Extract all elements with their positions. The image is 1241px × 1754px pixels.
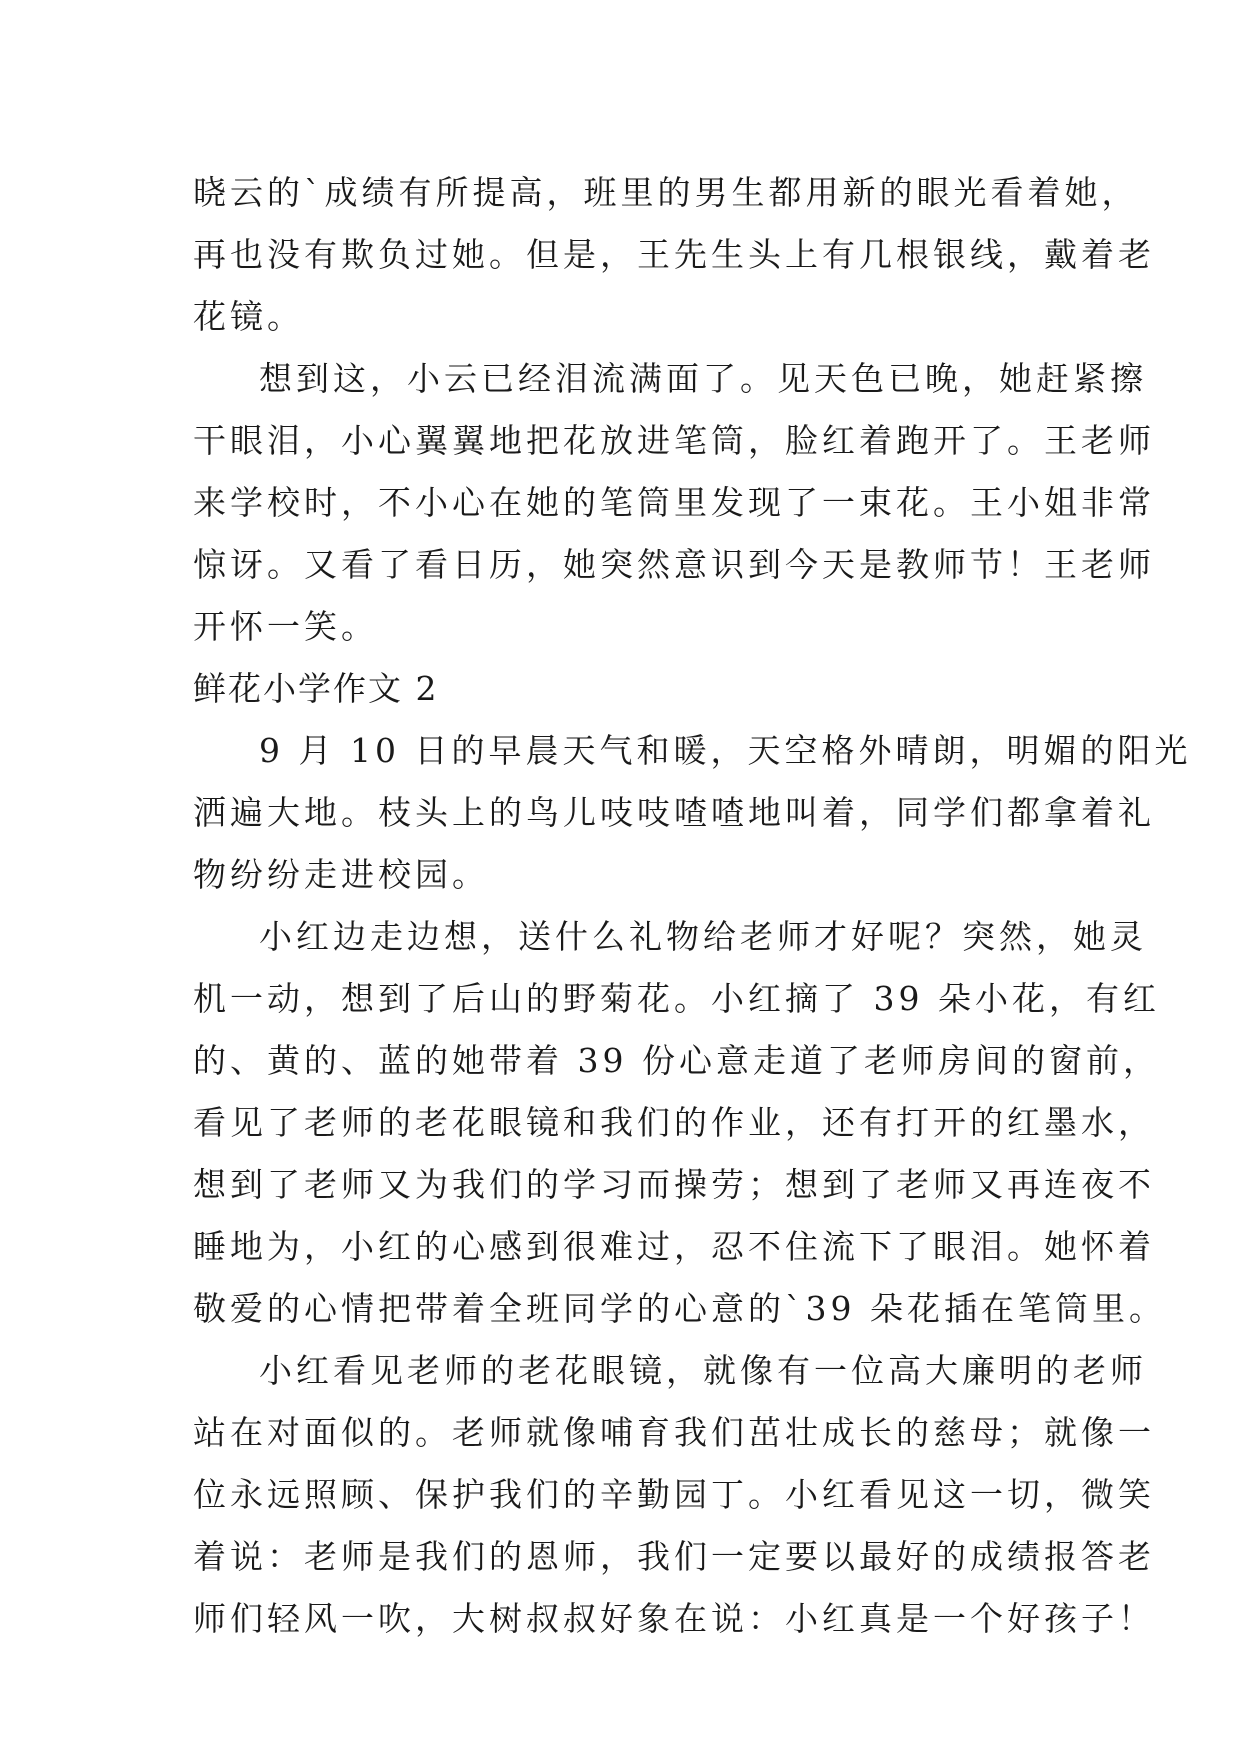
paragraph-4-line-3: 的、黄的、蓝的她带着 39 份心意走道了老师房间的窗前，: [193, 1041, 1160, 1080]
paragraph-1-line-3: 花镜。: [193, 297, 304, 336]
paragraph-5-line-4: 着说：老师是我们的恩师，我们一定要以最好的成绩报答老: [193, 1537, 1155, 1576]
paragraph-2-line-2: 干眼泪，小心翼翼地把花放进笔筒，脸红着跑开了。王老师: [193, 421, 1155, 460]
paragraph-5-line-5: 师们轻风一吹，大树叔叔好象在说：小红真是一个好孩子！: [193, 1599, 1155, 1638]
paragraph-2-line-4: 惊讶。又看了看日历，她突然意识到今天是教师节！王老师: [193, 545, 1155, 584]
document-body: [193, 162, 1192, 1650]
section-heading: 鲜花小学作文 2: [193, 669, 439, 708]
paragraph-2-line-5: 开怀一笑。: [193, 607, 378, 646]
paragraph-3-line-2: 洒遍大地。枝头上的鸟儿吱吱喳喳地叫着，同学们都拿着礼: [193, 793, 1155, 832]
paragraph-4-line-4: 看见了老师的老花眼镜和我们的作业，还有打开的红墨水，: [193, 1103, 1155, 1142]
paragraph-3-line-1: 9 月 10 日的早晨天气和暖，天空格外晴朗，明媚的阳光: [259, 731, 1192, 770]
paragraph-3-line-3: 物纷纷走进校园。: [193, 855, 489, 894]
paragraph-4-line-7: 敬爱的心情把带着全班同学的心意的`39 朵花插在笔筒里。: [193, 1289, 1166, 1328]
paragraph-2-line-3: 来学校时，不小心在她的笔筒里发现了一束花。王小姐非常: [193, 483, 1155, 522]
paragraph-4-line-1: 小红边走边想，送什么礼物给老师才好呢？突然，她灵: [259, 917, 1147, 956]
paragraph-5-line-2: 站在对面似的。老师就像哺育我们茁壮成长的慈母；就像一: [193, 1413, 1155, 1452]
paragraph-5-line-1: 小红看见老师的老花眼镜，就像有一位高大廉明的老师: [259, 1351, 1147, 1390]
paragraph-4-line-6: 睡地为，小红的心感到很难过，忍不住流下了眼泪。她怀着: [193, 1227, 1155, 1266]
paragraph-1-line-1: 晓云的`成绩有所提高，班里的男生都用新的眼光看着她，: [193, 173, 1139, 212]
paragraph-5-line-3: 位永远照顾、保护我们的辛勤园丁。小红看见这一切，微笑: [193, 1475, 1155, 1514]
paragraph-2-line-1: 想到这，小云已经泪流满面了。见天色已晚，她赶紧擦: [259, 359, 1147, 398]
paragraph-4-line-2: 机一动，想到了后山的野菊花。小红摘了 39 朵小花，有红: [193, 979, 1160, 1018]
paragraph-4-line-5: 想到了老师又为我们的学习而操劳；想到了老师又再连夜不: [193, 1165, 1155, 1204]
paragraph-1-line-2: 再也没有欺负过她。但是，王先生头上有几根银线，戴着老: [193, 235, 1155, 274]
